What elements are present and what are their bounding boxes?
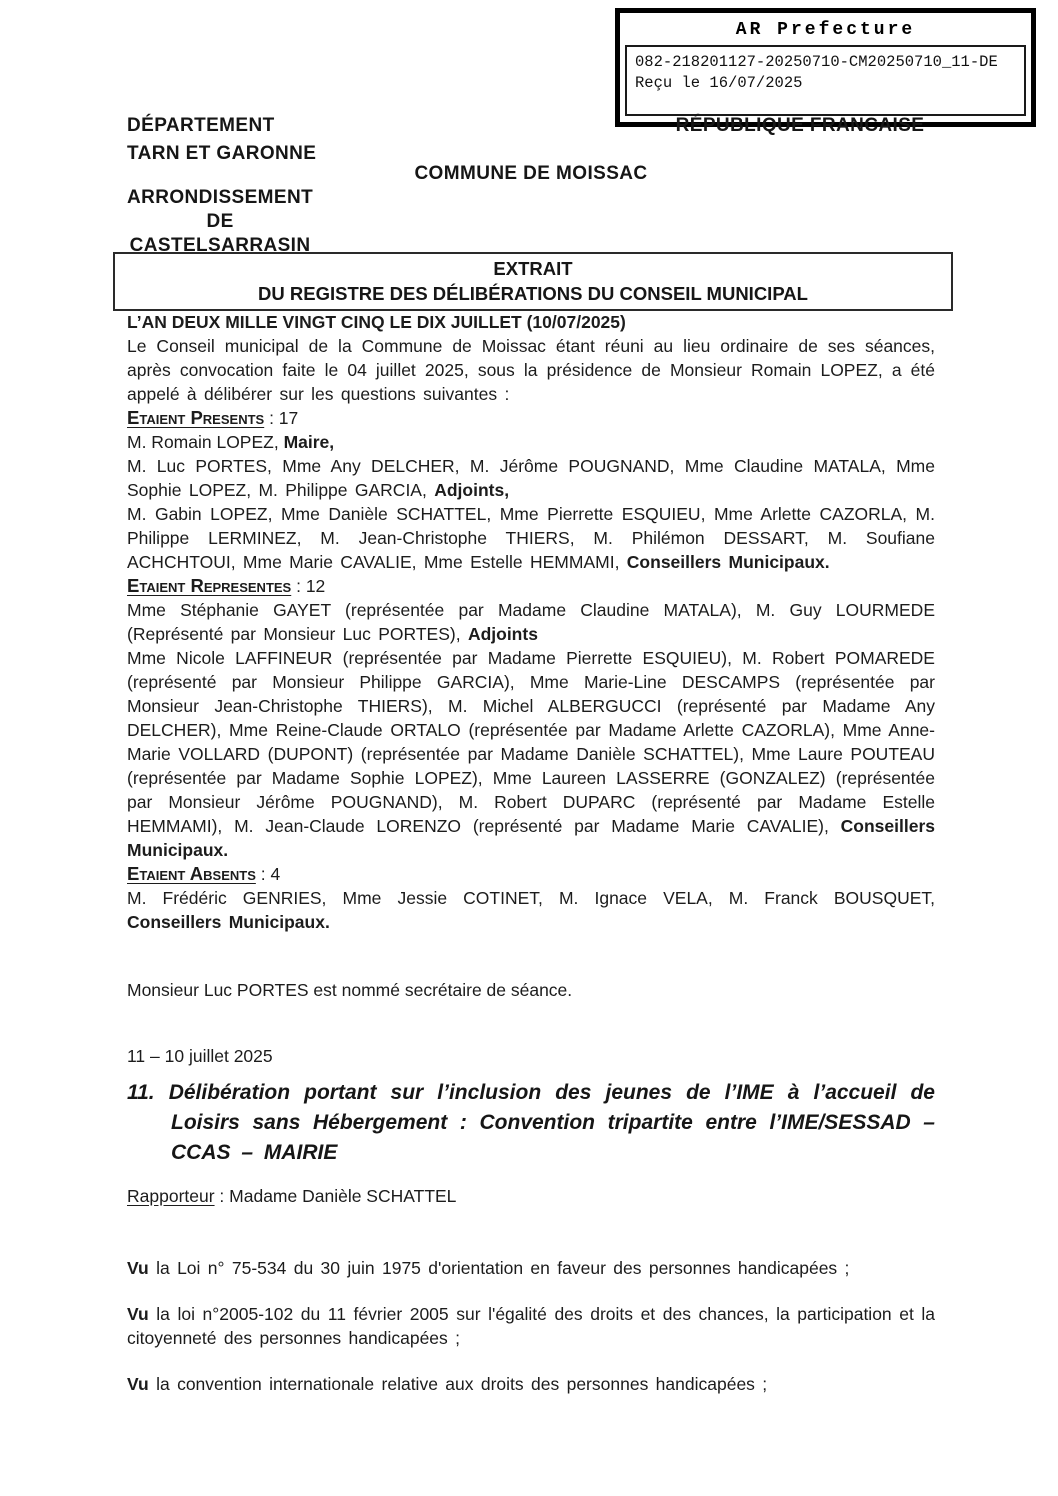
present-count: : 17 — [264, 408, 299, 428]
extract-title-box — [113, 252, 953, 311]
recital-paragraph — [127, 1372, 935, 1396]
department-label: DÉPARTEMENT — [127, 115, 275, 136]
present-heading-label: Etaient Presents — [127, 407, 265, 428]
absent-heading — [127, 862, 935, 886]
prefecture-stamp-box — [615, 8, 1036, 127]
prefecture-stamp-body — [625, 45, 1026, 116]
name-list-role: Conseillers Municipaux. — [127, 912, 330, 932]
name-list-role: Adjoints — [467, 624, 538, 644]
commune-label: COMMUNE DE MOISSAC — [414, 163, 648, 184]
name-list-role: Maire, — [283, 432, 335, 452]
arrondissement-name: CASTELSARRASIN — [129, 235, 311, 256]
absent-count: : 4 — [255, 864, 281, 884]
present-adjoints-paragraph — [127, 454, 935, 502]
republique-francaise-label: RÉPUBLIQUE FRANCAISE — [675, 115, 925, 136]
recital-text: la convention internationale relative aux droits des personnes handicapées ; — [148, 1374, 768, 1394]
prefecture-stamp-title: AR Prefecture — [735, 20, 916, 40]
rapporteur-label: Rapporteur — [127, 1186, 215, 1206]
name-list-text: M. Gabin LOPEZ, Mme Danièle SCHATTEL, Mme Pierrette ESQUIEU, Mme Arlette CAZORLA, M. Philippe LERMINEZ, M. Jean-Christophe THIERS, M. Philémon DESSART, M. Soufiane ACHCHTOUI, Mme Marie CAVALIE, Mme Estelle HEMMAMI, — [127, 504, 935, 572]
present-heading — [127, 406, 935, 430]
extract-title-line1: EXTRAIT — [493, 258, 573, 279]
department-name: TARN ET GARONNE — [127, 143, 317, 164]
document-body — [127, 310, 935, 1396]
represented-count: : 12 — [291, 576, 326, 596]
deliberation-title: 11. Délibération portant sur l’inclusion des jeunes de l’IME à l’accueil de Loisirs sans Hébergement : Convention tripartite entre l’IME/SESSAD – CCAS – MAIRIE — [127, 1081, 935, 1164]
agenda-item-reference: 11 – 10 juillet 2025 — [127, 1046, 273, 1066]
session-date-line: L’AN DEUX MILLE VINGT CINQ LE DIX JUILLET (10/07/2025) — [127, 312, 626, 332]
represented-heading-label: Etaient Representes — [127, 575, 292, 596]
absent-paragraph — [127, 886, 935, 934]
recital-paragraph — [127, 1256, 935, 1280]
arrondissement-block — [127, 186, 313, 258]
recital-lead: Vu — [127, 1258, 149, 1278]
name-list-text: Mme Nicole LAFFINEUR (représentée par Madame Pierrette ESQUIEU), M. Robert POMAREDE (représenté par Monsieur Philippe GARCIA), Mme Marie-Line DESCAMPS (représentée par Monsieur Jean-Christophe THIERS), M. Michel ALBERGUCCI (représenté par Madame Any DELCHER), Mme Reine-Claude ORTALO (représentée par Madame Arlette CAZORLA), Mme Anne-Marie VOLLARD (DUPONT) (représentée par Madame Danièle SCHATTEL), Mme Laure POUTEAU (représentée par Madame Sophie LOPEZ), Mme Laureen LASSERRE (GONZALEZ) (représentée par Monsieur Jérôme POUGNAND), M. Robert DUPARC (représenté par Madame Estelle HEMMAMI), M. Jean-Claude LORENZO (représenté par Madame Marie CAVALIE), — [127, 648, 935, 836]
recital-text: la loi n°2005-102 du 11 février 2005 sur l'égalité des droits et des chances, la participation et la citoyenneté des personnes handicapées ; — [127, 1304, 935, 1348]
absent-heading-label: Etaient Absents — [127, 863, 256, 884]
name-list-text: M. Romain LOPEZ, — [127, 432, 284, 452]
represented-conseillers-paragraph — [127, 646, 935, 862]
rapporteur-name: : Madame Danièle SCHATTEL — [214, 1186, 457, 1206]
extract-title-line2: DU REGISTRE DES DÉLIBÉRATIONS DU CONSEIL MUNICIPAL — [258, 283, 808, 304]
prefecture-stamp-received-date: Reçu le 16/07/2025 — [635, 74, 803, 92]
department-block — [127, 112, 316, 168]
name-list-role: Conseillers Municipaux. — [127, 816, 935, 860]
present-conseillers-paragraph — [127, 502, 935, 574]
represented-adjoints-paragraph — [127, 598, 935, 646]
recital-lead: Vu — [127, 1304, 149, 1324]
name-list-role: Adjoints, — [434, 480, 510, 500]
name-list-text: Mme Stéphanie GAYET (représentée par Madame Claudine MATALA), M. Guy LOURMEDE (Représenté par Monsieur Luc PORTES), — [127, 600, 935, 644]
recital-text: la Loi n° 75-534 du 30 juin 1975 d'orientation en faveur des personnes handicapées ; — [148, 1258, 850, 1278]
arrondissement-label: ARRONDISSEMENT — [127, 187, 314, 208]
represented-heading — [127, 574, 935, 598]
prefecture-stamp-code: 082-218201127-20250710-CM20250710_11-DE — [635, 53, 998, 71]
arrondissement-de: DE — [206, 211, 234, 232]
secretary-line: Monsieur Luc PORTES est nommé secrétaire de séance. — [127, 980, 573, 1000]
name-list-text: M. Luc PORTES, Mme Any DELCHER, M. Jérôme POUGNAND, Mme Claudine MATALA, Mme Sophie LOPEZ, M. Philippe GARCIA, — [127, 456, 935, 500]
recital-lead: Vu — [127, 1374, 149, 1394]
rapporteur-line — [127, 1184, 935, 1208]
recital-paragraph — [127, 1302, 935, 1350]
present-maire-line — [127, 430, 935, 454]
session-intro-paragraph: Le Conseil municipal de la Commune de Moissac étant réuni au lieu ordinaire de ses séances, après convocation faite le 04 juillet 2025, sous la présidence de Monsieur Romain LOPEZ, a été appelé à délibérer sur les questions suivantes : — [127, 336, 935, 404]
name-list-role: Conseillers Municipaux. — [626, 552, 830, 572]
name-list-text: M. Frédéric GENRIES, Mme Jessie COTINET, M. Ignace VELA, M. Franck BOUSQUET, — [127, 888, 935, 908]
